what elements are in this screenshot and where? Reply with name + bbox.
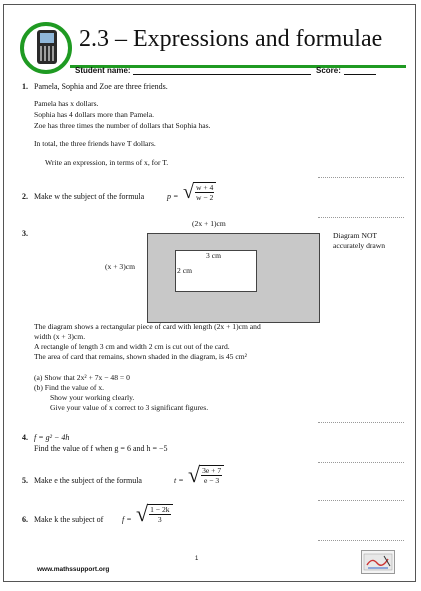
q6-denominator: 3 <box>157 515 162 524</box>
q2-formula-lhs: p = <box>167 192 179 201</box>
q2-denominator: w − 2 <box>195 193 214 202</box>
footer-website: www.mathssupport.org <box>37 566 110 573</box>
q1-intro: Pamela, Sophia and Zoe are three friends. <box>34 82 168 91</box>
q1-line1: Pamela has x dollars. <box>34 99 99 108</box>
q3-inner-side-label: 2 cm <box>177 266 192 275</box>
student-name-field[interactable] <box>133 74 311 75</box>
q2-number: 2. <box>22 192 28 201</box>
q3-number: 3. <box>22 229 28 238</box>
q3-paragraph-3: A rectangle of length 3 cm and width 2 cm is cut out of the card. <box>34 342 230 351</box>
q1-task: Write an expression, in terms of x, for T. <box>45 158 169 167</box>
q3-part-b: (b) Find the value of x. <box>34 383 105 392</box>
q5-answer-line[interactable] <box>318 500 404 501</box>
q4-number: 4. <box>22 433 28 442</box>
q2-text: Make w the subject of the formula <box>34 192 145 201</box>
q4-formula: f = g² − 4h <box>34 433 70 442</box>
q4-task: Find the value of f when g = 6 and h = −5 <box>34 444 168 453</box>
maths-support-logo <box>361 550 395 574</box>
page-title: 2.3 – Expressions and formulae <box>79 26 383 52</box>
q4-answer-line[interactable] <box>318 462 404 463</box>
q6-formula-root: √ $\frac{1 - 2k}{3}$ <box>136 503 173 526</box>
q6-formula-lhs: f = <box>122 515 132 524</box>
q3-part-a: (a) Show that 2x² + 7x − 48 = 0 <box>34 373 130 382</box>
q1-line4: In total, the three friends have T dollars. <box>34 139 156 148</box>
q3-part-b-line2: Give your value of x correct to 3 significant figures. <box>50 403 209 412</box>
q3-paragraph-4: The area of card that remains, shown shaded in the diagram, is 45 cm² <box>34 352 247 361</box>
q5-number: 5. <box>22 476 28 485</box>
q3-paragraph-1: The diagram shows a rectangular piece of card with length (2x + 1)cm and <box>34 322 261 331</box>
q3-side-label: (x + 3)cm <box>105 262 136 271</box>
q6-text: Make k the subject of <box>34 515 104 524</box>
score-field[interactable] <box>344 74 376 75</box>
q1-answer-line[interactable] <box>318 177 404 178</box>
q2-formula-root: √ $\frac{w + 4}{w - 2}$ <box>183 182 216 203</box>
q3-inner-top-label: 3 cm <box>206 251 221 260</box>
q1-number: 1. <box>22 82 28 91</box>
q3-top-label: (2x + 1)cm <box>192 219 226 228</box>
student-name-label: Student name: <box>75 66 131 75</box>
footer-page-number: 1 <box>195 556 199 562</box>
q6-number: 6. <box>22 515 28 524</box>
q5-numerator: 3e + 7 <box>202 466 222 475</box>
q3-note-line2: accurately drawn <box>333 241 386 250</box>
score-label: Score: <box>316 66 341 75</box>
q6-numerator: 1 − 2k <box>150 505 170 514</box>
q3-note-line1: Diagram NOT <box>333 231 378 240</box>
q2-answer-line[interactable] <box>318 217 404 218</box>
q1-line3: Zoe has three times the number of dollars that Sophia has. <box>34 121 211 130</box>
q5-denominator: e − 3 <box>203 476 220 485</box>
q1-line2: Sophia has 4 dollars more than Pamela. <box>34 110 154 119</box>
q5-text: Make e the subject of the formula <box>34 476 142 485</box>
q3-paragraph-2: width (x + 3)cm. <box>34 332 86 341</box>
q5-formula-root: √ $\frac{3e + 7}{e - 3}$ <box>188 464 224 487</box>
q5-formula-lhs: t = <box>174 476 184 485</box>
q6-answer-line[interactable] <box>318 540 404 541</box>
q2-numerator: w + 4 <box>195 183 214 192</box>
q3-part-b-line1: Show your working clearly. <box>50 393 135 402</box>
q3-answer-line[interactable] <box>318 422 404 423</box>
calculator-icon <box>37 30 57 64</box>
